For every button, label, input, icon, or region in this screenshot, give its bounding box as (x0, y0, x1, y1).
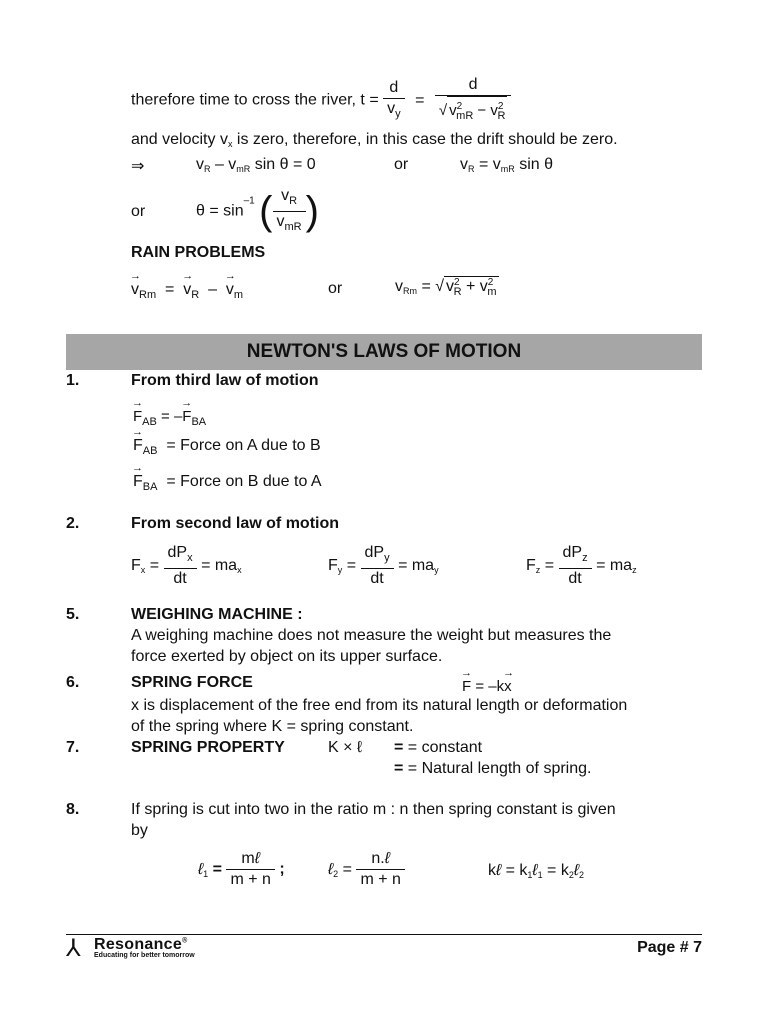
item-title-third-law: From third law of motion (131, 372, 319, 389)
footer-divider (66, 934, 702, 935)
item-number: 1. (66, 372, 80, 389)
drift-zero-equation: $v_R - v_{mR}$ sin θ = 0 (196, 156, 316, 174)
page-number: Page # 7 (637, 939, 702, 956)
vr-equation: $v_R = v_{mR}$ sin θ (460, 156, 553, 174)
resonance-logo: ⅄ Resonance® Educating for better tomorrow (66, 935, 195, 962)
item-title-spring-property: SPRING PROPERTY (131, 739, 285, 756)
spring-property-constant: = = constant (394, 739, 483, 756)
item-number: 8. (66, 801, 80, 818)
item-title-second-law: From second law of motion (131, 515, 340, 532)
or-label: or (131, 203, 146, 220)
fx-equation: $F_x$ = $\frac{dP_x}{dt}$ = $ma_x$ (131, 544, 242, 587)
spring-cut-text-line1: If spring is cut into two in the ratio m : n then spring constant is given (131, 801, 616, 818)
item-number: 5. (66, 606, 80, 623)
item-title-weighing-machine: WEIGHING MACHINE : (131, 606, 303, 623)
or-label: or (394, 156, 409, 173)
spring-property-natural-length: = = Natural length of spring. (394, 760, 592, 777)
spring-force-equation: → F = –k→ x (462, 678, 512, 695)
l1-equation: ℓ$_1$ = $\frac{\text{mℓ}}{m + n}$ ; (198, 850, 285, 888)
item-number: 6. (66, 674, 80, 691)
item-number: 2. (66, 515, 80, 532)
fab-definition: → $F_{AB}$ = Force on A due to B (133, 437, 321, 457)
fraction-d-over-sqrt: $\frac{d}{√ v^2_{mR} - v^2_R}$ (435, 75, 512, 126)
spring-cut-text-line2: by (131, 822, 148, 839)
spring-property-expression: K × ℓ (328, 739, 363, 756)
time-to-cross-equation: therefore time to cross the river, t = $\frac{d}{v_y}$ = $\frac{d}{√ v^2_{mR} - v^2_R}$ (131, 75, 511, 126)
fy-equation: $F_y$ = $\frac{dP_y}{dt}$ = $ma_y$ (328, 544, 439, 587)
or-label: or (328, 280, 343, 297)
spring-force-text-line1: x is displacement of the free end from its natural length or deformation (131, 697, 628, 714)
item-title-spring-force: SPRING FORCE (131, 674, 253, 691)
rain-problems-heading: RAIN PROBLEMS (131, 244, 266, 261)
fz-equation: $F_z$ = $\frac{dP_z}{dt}$ = $ma_z$ (526, 544, 637, 587)
theta-equation: $\theta = \sin^{-1}$ ( $\frac{v_R}{v_{mR}}$ ) (196, 186, 319, 238)
weighing-text-line1: A weighing machine does not measure the weight but measures the (131, 627, 612, 644)
spring-constant-relation: kℓ = $k_1\ell_1$ = $k_2\ell_2$ (488, 862, 585, 880)
third-law-equation: → $F_{AB}$ = –→ $F_{BA}$ (133, 408, 206, 428)
l2-equation: ℓ$_2$ = $\frac{\text{n.ℓ}}{m + n}$ (328, 849, 405, 890)
weighing-text-line2: force exerted by object on its upper surface. (131, 648, 443, 665)
rain-relative-velocity-equation: → $v_{Rm}$ = → $v_R$ – → $v_m$ (131, 281, 243, 301)
velocity-drift-text: and velocity $v_x$ is zero, therefore, in this case the drift should be zero. (131, 131, 618, 149)
fba-definition: → $F_{BA}$ = Force on B due to A (133, 473, 322, 493)
item-number: 7. (66, 739, 80, 756)
implies-symbol: ⇒ (131, 158, 145, 175)
rain-magnitude-equation: $v_{Rm}$ = √ $v^2_R + v^2_m$ (395, 277, 497, 298)
spring-force-text-line2: of the spring where K = spring constant. (131, 718, 414, 735)
fraction-d-over-vy: $\frac{d}{v_y}$ (383, 78, 405, 124)
resonance-logo-icon: ⅄ (66, 935, 81, 962)
section-title-newtons-laws: NEWTON'S LAWS OF MOTION (66, 334, 702, 370)
